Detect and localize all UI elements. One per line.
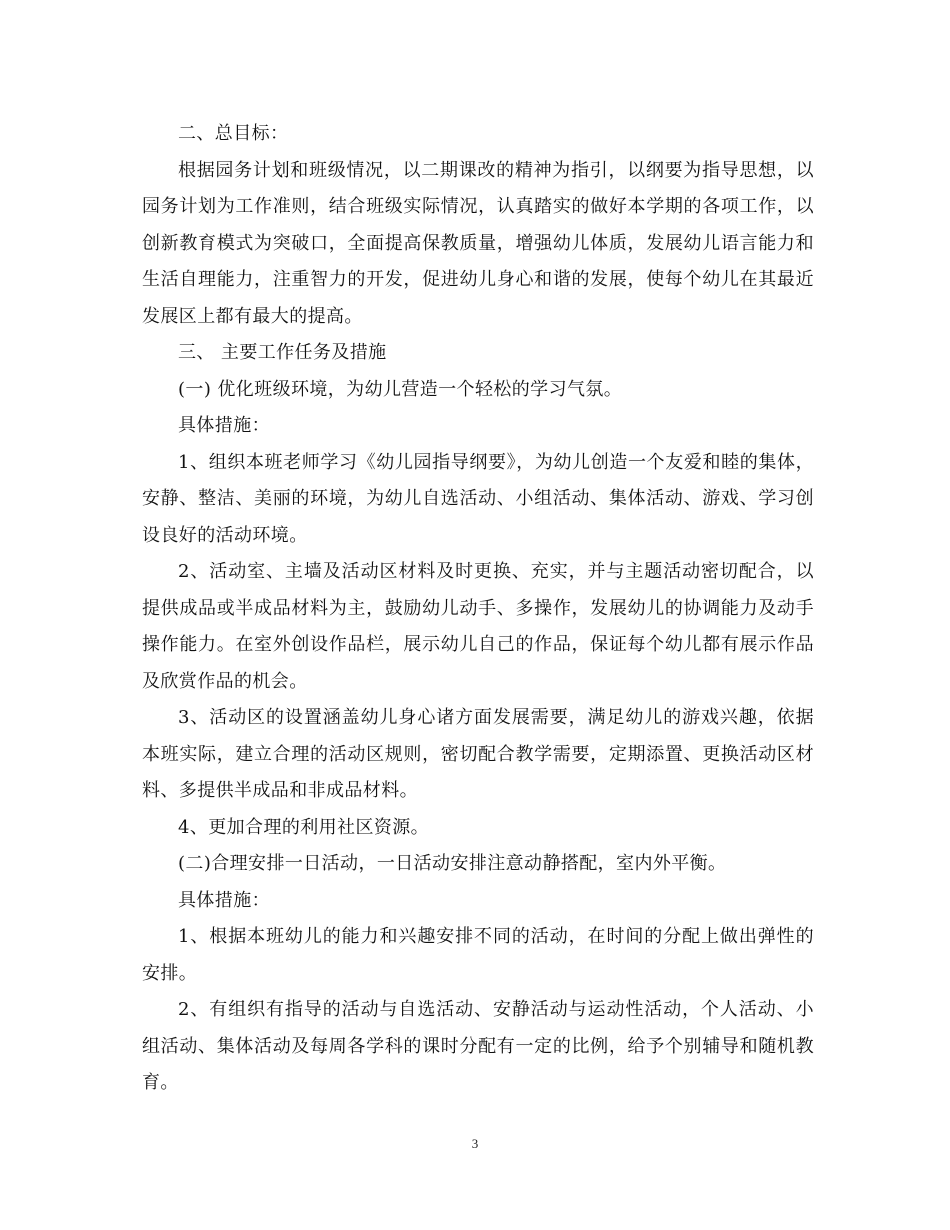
measure-item-1-3: 3、活动区的设置涵盖幼儿身心诸方面发展需要，满足幼儿的游戏兴趣，依据本班实际，建立合理的活动区规则，密切配合教学需要，定期添置、更换活动区材料、多提供半成品和非成品材料。 [142, 707, 814, 801]
measure-item-1-2: 2、活动室、主墙及活动区材料及时更换、充实，并与主题活动密切配合，以提供成品或半成品材料为主，鼓励幼儿动手、多操作，发展幼儿的协调能力及动手操作能力。在室外创设作品栏，展示幼儿自己的作品，保证每个幼儿都有展示作品及欣赏作品的机会。 [142, 561, 814, 692]
measures-label-1: 具体措施： [178, 415, 270, 436]
page-number: 3 [471, 1136, 479, 1151]
measure-item-2-2: 2、有组织有指导的活动与自选活动、安静活动与运动性活动，个人活动、小组活动、集体活动及每周各学科的课时分配有一定的比例，给予个别辅导和随机教育。 [142, 999, 814, 1093]
document-body [142, 116, 814, 1102]
paragraph-goal-description: 根据园务计划和班级情况，以二期课改的精神为指引，以纲要为指导思想，以园务计划为工作准则，结合班级实际情况，认真踏实的做好本学期的各项工作，以创新教育模式为突破口，全面提高保教质量，增强幼儿体质，发展幼儿语言能力和生活自理能力，注重智力的开发，促进幼儿身心和谐的发展，使每个幼儿在其最近发展区上都有最大的提高。 [142, 159, 814, 327]
subheading-daily-activities: (二)合理安排一日活动，一日活动安排注意动静搭配，室内外平衡。 [178, 853, 727, 874]
measure-item-1-1: 1、组织本班老师学习《幼儿园指导纲要》，为幼儿创造一个友爱和睦的集体，安静、整洁、美丽的环境，为幼儿自选活动、小组活动、集体活动、游戏、学习创设良好的活动环境。 [142, 451, 814, 546]
measures-label-2: 具体措施： [178, 889, 270, 911]
measure-item-2-1: 1、根据本班幼儿的能力和兴趣安排不同的活动，在时间的分配上做出弹性的安排。 [142, 926, 814, 984]
section-heading-goal: 二、总目标： [178, 123, 289, 144]
section-heading-tasks: 三、 主要工作任务及措施 [178, 342, 387, 363]
subheading-environment: (一) 优化班级环境，为幼儿营造一个轻松的学习气氛。 [178, 378, 623, 400]
measure-item-1-4: 4、更加合理的利用社区资源。 [178, 816, 430, 838]
